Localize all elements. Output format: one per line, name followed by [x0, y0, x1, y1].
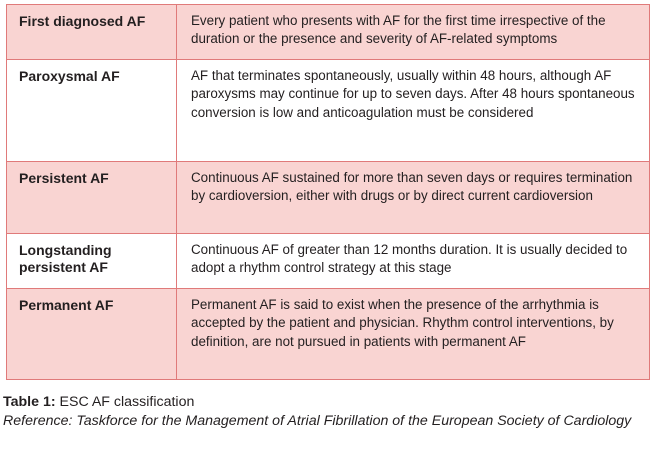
table-row — [7, 289, 650, 380]
af-classification-table — [6, 4, 650, 380]
caption-title: ESC AF classification — [59, 394, 195, 410]
table-row — [7, 234, 650, 289]
caption-label: Table 1: — [3, 394, 56, 410]
table-row — [7, 60, 650, 162]
row-term: First diagnosed AF — [7, 5, 177, 60]
row-definition: Continuous AF of greater than 12 months duration. It is usually decided to adopt a rhythm control strategy at this stage — [177, 234, 650, 289]
caption-title-line — [3, 393, 653, 412]
table-row — [7, 5, 650, 60]
caption-reference: Reference: Taskforce for the Management of Atrial Fibrillation of the European Society of Cardiology — [3, 413, 632, 429]
row-definition: Permanent AF is said to exist when the presence of the arrhythmia is accepted by the patient and physician. Rhythm control interventions, by definition, are not pursued in patients with permanent AF — [177, 289, 650, 380]
table-caption — [3, 393, 653, 431]
row-term: Paroxysmal AF — [7, 60, 177, 162]
row-definition: AF that terminates spontaneously, usually within 48 hours, although AF paroxysms may continue for up to seven days. After 48 hours spontaneous conversion is low and anticoagulation must be considered — [177, 60, 650, 162]
row-term: Persistent AF — [7, 162, 177, 234]
row-definition: Every patient who presents with AF for the first time irrespective of the duration or the presence and severity of AF-related symptoms — [177, 5, 650, 60]
table-row — [7, 162, 650, 234]
row-term: Permanent AF — [7, 289, 177, 380]
row-term: Longstanding persistent AF — [7, 234, 177, 289]
row-definition: Continuous AF sustained for more than seven days or requires termination by cardioversion, either with drugs or by direct current cardioversion — [177, 162, 650, 234]
